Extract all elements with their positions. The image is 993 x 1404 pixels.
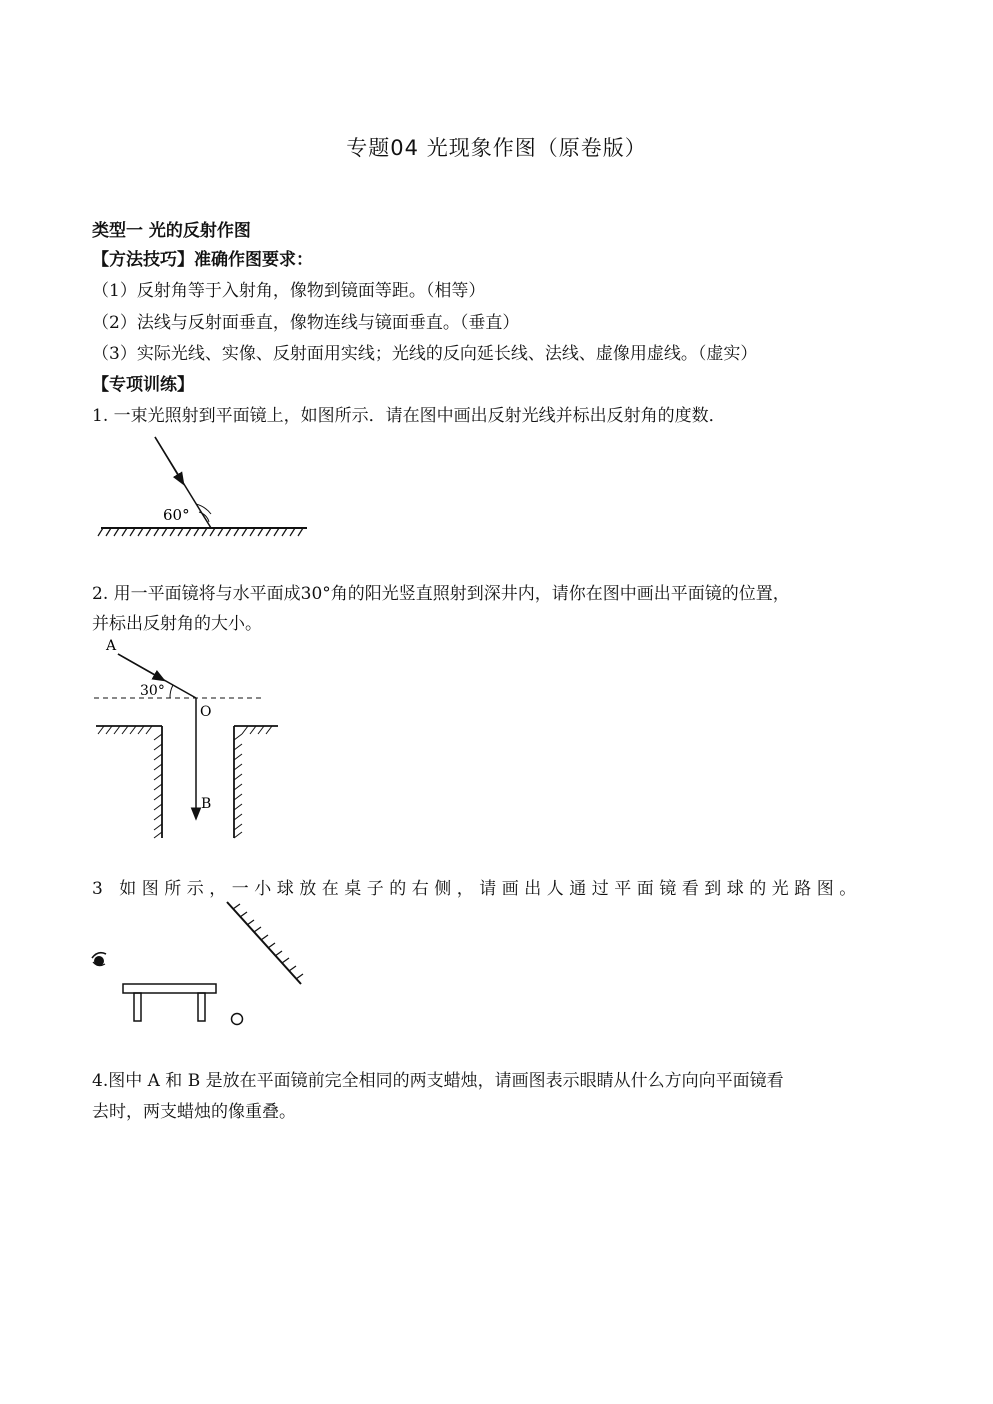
angle-arc xyxy=(196,504,211,514)
angle-arc-30 xyxy=(170,685,173,698)
figure-1 xyxy=(95,432,315,542)
question-4-line-2: 去时，两支蜡烛的像重叠。 xyxy=(92,1102,296,1122)
question-1: 1. 一束光照射到平面镜上，如图所示．请在图中画出反射光线并标出反射角的度数． xyxy=(92,406,726,426)
page-title: 专题04 光现象作图（原卷版） xyxy=(346,136,647,160)
mirror-hatching xyxy=(98,528,303,536)
point-b-label: B xyxy=(201,796,212,812)
point-a-label: A xyxy=(106,638,117,654)
point-o-label: O xyxy=(200,704,212,720)
table xyxy=(123,984,216,1021)
figure-2 xyxy=(92,636,272,846)
angle-label-60: 60° xyxy=(163,506,190,524)
question-2-line-2: 并标出反射角的大小。 xyxy=(92,614,262,634)
rule-1: （1）反射角等于入射角，像物到镜面等距。（相等） xyxy=(92,281,486,301)
mirror-hatching xyxy=(233,904,303,979)
section-heading: 类型一 光的反射作图 xyxy=(92,221,251,241)
question-3: 3 如图所示，一小球放在桌子的右侧，请画出人通过平面镜看到球的光路图。 xyxy=(92,879,862,899)
rule-2: （2）法线与反射面垂直，像物连线与镜面垂直。（垂直） xyxy=(92,313,520,333)
mirror-line xyxy=(227,902,301,984)
question-2-line-1: 2. 用一平面镜将与水平面成30°角的阳光竖直照射到深井内，请你在图中画出平面镜的位置， xyxy=(92,584,790,604)
angle-label-30: 30° xyxy=(140,683,165,699)
incident-arrow xyxy=(155,437,181,480)
method-heading: 【方法技巧】准确作图要求： xyxy=(92,250,313,270)
ball xyxy=(232,1014,243,1025)
rule-3: （3）实际光线、实像、反射面用实线；光线的反向延长线、法线、虚像用虚线。（虚实） xyxy=(92,344,758,364)
question-4-line-1: 4.图中 A 和 B 是放在平面镜前完全相同的两支蜡烛，请画图表示眼睛从什么方向向平面镜看 xyxy=(92,1071,784,1091)
figure-3 xyxy=(88,896,318,1036)
training-heading: 【专项训练】 xyxy=(92,375,194,395)
eye-icon xyxy=(92,953,106,966)
